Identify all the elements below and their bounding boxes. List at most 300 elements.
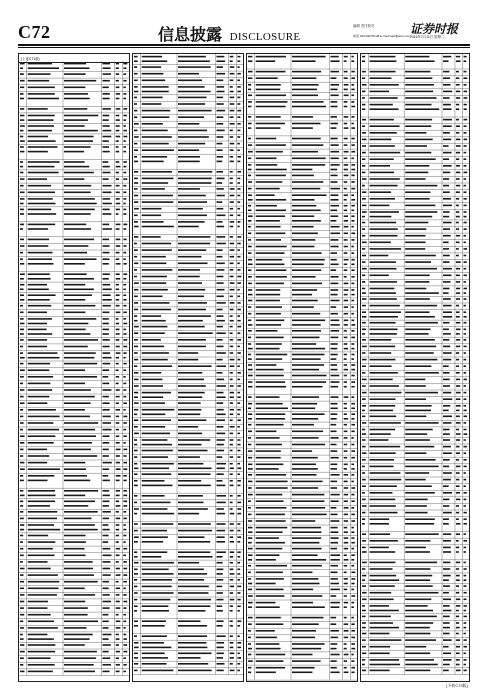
cell-text (64, 245, 88, 247)
cell-text (443, 191, 450, 193)
cell-text (370, 505, 396, 507)
cell-text (256, 672, 276, 674)
cell-text (331, 589, 340, 591)
cell-text (456, 359, 459, 361)
cell-text (142, 536, 168, 538)
cell-text (405, 139, 433, 141)
cell-text (134, 188, 138, 190)
cell-text (370, 60, 397, 62)
cell-text (443, 540, 451, 542)
cell-text (256, 77, 278, 79)
cell-text (351, 481, 353, 483)
cell-text (20, 376, 24, 378)
cell-text (123, 449, 127, 451)
cell-text (464, 512, 467, 514)
cell-text (103, 524, 109, 526)
continued-from-caption: (上接C71版) (19, 54, 129, 63)
cell-text (248, 164, 251, 166)
cell-text (331, 413, 338, 415)
cell-text (351, 239, 354, 241)
cell-text (28, 245, 49, 247)
cell-text (116, 376, 119, 378)
cell-text (134, 116, 137, 118)
cell-text (20, 568, 24, 570)
cell-text (230, 642, 234, 644)
cell-text (237, 463, 240, 465)
cell-text (230, 178, 233, 180)
cell-text (370, 185, 398, 187)
cell-text (116, 627, 121, 629)
cell-text (464, 466, 467, 468)
cell-text (405, 562, 437, 564)
cell-text (64, 568, 93, 570)
cell-text (405, 585, 433, 587)
cell-text (142, 372, 162, 374)
cell-text (256, 474, 286, 476)
cell-text (344, 239, 348, 241)
cell-text (103, 80, 110, 82)
cell-text (256, 164, 278, 166)
cell-text (405, 365, 431, 367)
cell-text (370, 125, 400, 127)
cell-text (370, 222, 397, 224)
cell-text (230, 208, 233, 210)
cell-text (456, 125, 460, 127)
cell-text (464, 533, 467, 535)
cell-text (456, 235, 460, 237)
cell-text (142, 171, 172, 173)
cell-text (217, 188, 224, 190)
cell-text (20, 73, 24, 75)
cell-text (20, 644, 24, 646)
cell-text (456, 452, 460, 454)
cell-text (116, 346, 120, 348)
cell-text (331, 60, 340, 62)
cell-text (344, 672, 349, 674)
cell-text (344, 60, 347, 62)
cell-text (123, 73, 126, 75)
cell-text (20, 383, 23, 385)
cell-text (256, 60, 276, 62)
cell-text (370, 242, 391, 244)
cell-text (351, 408, 355, 410)
cell-text (116, 115, 120, 117)
cell-text (230, 473, 233, 475)
cell-text (256, 531, 283, 533)
cell-text (217, 182, 223, 184)
cell-text (217, 289, 225, 291)
cell-text (248, 324, 252, 326)
cell-text (134, 635, 137, 637)
cell-text (344, 138, 348, 140)
cell-text (443, 410, 449, 412)
cell-text (405, 242, 425, 244)
cell-text (344, 630, 349, 632)
cell-text (20, 634, 23, 636)
cell-text (217, 171, 224, 173)
cell-text (134, 536, 139, 538)
cell-text (351, 606, 354, 608)
cell-text (256, 259, 283, 261)
cell-text (362, 659, 365, 661)
cell-text (464, 585, 467, 587)
cell-text (456, 56, 460, 58)
cell-text (443, 610, 451, 612)
cell-text (456, 439, 460, 441)
cell-text (116, 594, 120, 596)
cell-text (405, 479, 425, 481)
cell-text (248, 444, 251, 446)
cell-text (237, 402, 240, 404)
cell-text (237, 396, 240, 398)
cell-text (362, 479, 366, 481)
cell-text (351, 246, 353, 248)
cell-text (370, 97, 398, 99)
cell-text (103, 529, 110, 531)
cell-text (248, 330, 252, 332)
cell-text (256, 215, 285, 217)
cell-text (237, 586, 241, 588)
cell-text (134, 450, 138, 452)
cell-text (248, 413, 252, 415)
cell-text (362, 275, 365, 277)
cell-text (123, 409, 125, 411)
cell-text (237, 56, 240, 58)
cell-text (103, 442, 110, 444)
cell-text (116, 213, 119, 215)
cell-text (331, 127, 337, 129)
cell-text (256, 324, 281, 326)
cell-text (464, 433, 468, 435)
cell-text (116, 574, 121, 576)
cell-text (134, 541, 138, 543)
cell-text (456, 339, 460, 341)
cell-text (362, 104, 365, 106)
cell-text (116, 468, 121, 470)
cell-text (103, 87, 109, 89)
cell-text (331, 554, 340, 556)
cell-text (331, 660, 337, 662)
cell-text (292, 123, 320, 125)
cell-text (370, 211, 399, 213)
cell-text (248, 95, 252, 97)
cell-text (28, 198, 53, 200)
cell-text (142, 215, 161, 217)
cell-text (331, 572, 338, 574)
cell-text (142, 320, 166, 322)
cell-text (456, 653, 460, 655)
cell-text (370, 646, 391, 648)
cell-text (116, 416, 119, 418)
cell-text (28, 294, 56, 296)
cell-text (456, 372, 460, 374)
cell-text (344, 606, 347, 608)
cell-text (116, 198, 120, 200)
cell-text (230, 276, 234, 278)
cell-text (230, 269, 234, 271)
cell-text (292, 667, 315, 669)
cell-text (370, 298, 397, 300)
cell-text (142, 426, 165, 428)
cell-text (464, 185, 466, 187)
cell-text (351, 269, 354, 271)
cell-text (456, 533, 460, 535)
cell-text (351, 572, 355, 574)
cell-text (28, 146, 58, 148)
cell-text (116, 239, 121, 241)
cell-text (331, 84, 340, 86)
cell-text (331, 71, 339, 73)
cell-text (248, 252, 251, 254)
cell-text (123, 312, 126, 314)
cell-text (20, 435, 25, 437)
cell-text (64, 278, 94, 280)
cell-text (237, 657, 241, 659)
cell-text (217, 586, 223, 588)
cell-text (331, 369, 338, 371)
cell-text (178, 282, 202, 284)
cell-text (344, 264, 348, 266)
cell-text (351, 343, 354, 345)
cell-text (134, 80, 138, 82)
cell-text (20, 389, 24, 391)
cell-text (178, 188, 200, 190)
cell-text (64, 535, 86, 537)
cell-text (178, 586, 209, 588)
cell-text (237, 263, 239, 265)
cell-text (178, 463, 203, 465)
cell-text (370, 670, 390, 672)
cell-text (351, 548, 354, 550)
cell-text (20, 475, 23, 477)
cell-text (456, 485, 460, 487)
cell-text (230, 60, 233, 62)
cell-text (103, 429, 112, 431)
cell-text (178, 402, 201, 404)
cell-text (344, 654, 349, 656)
cell-text (28, 574, 58, 576)
cell-text (64, 151, 84, 153)
cell-text (362, 329, 366, 331)
cell-text (134, 579, 137, 581)
cell-text (405, 191, 430, 193)
cell-text (230, 551, 234, 553)
cell-text (20, 369, 25, 371)
cell-text (464, 359, 467, 361)
cell-text (178, 289, 205, 291)
cell-text (123, 258, 125, 260)
cell-text (443, 158, 449, 160)
cell-text (344, 408, 347, 410)
cell-text (292, 381, 326, 383)
cell-text (248, 127, 251, 129)
cell-text (217, 635, 226, 637)
cell-text (123, 535, 126, 537)
cell-text (28, 627, 58, 629)
cell-text (116, 329, 120, 331)
cell-text (362, 379, 367, 381)
cell-text (103, 651, 109, 653)
cell-text (178, 302, 207, 304)
cell-text (331, 457, 339, 459)
cell-text (116, 671, 120, 673)
cell-text (248, 354, 251, 356)
cell-text (142, 620, 166, 622)
cell-text (331, 324, 340, 326)
cell-text (405, 359, 437, 361)
cell-text (116, 80, 119, 82)
cell-text (178, 123, 199, 125)
cell-text (237, 663, 240, 665)
cell-text (464, 77, 468, 79)
cell-text (362, 446, 366, 448)
cell-text (64, 146, 91, 148)
cell-text (178, 182, 211, 184)
cell-text (134, 605, 138, 607)
header-rule-thick (18, 44, 470, 46)
cell-text (331, 548, 338, 550)
cell-text (370, 288, 395, 290)
cell-text (464, 172, 468, 174)
cell-text (456, 472, 460, 474)
cell-text (230, 86, 233, 88)
cell-text (64, 115, 98, 117)
cell-text (292, 89, 317, 91)
cell-text (142, 562, 174, 564)
cell-text (116, 130, 120, 132)
cell-text (123, 548, 127, 550)
cell-text (362, 108, 365, 110)
cell-text (142, 523, 174, 525)
cell-text (28, 644, 56, 646)
cell-text (443, 523, 449, 525)
cell-text (142, 352, 169, 354)
cell-text (230, 249, 235, 251)
cell-text (230, 495, 233, 497)
cell-text (217, 530, 226, 532)
cell-text (443, 104, 451, 106)
cell-text (28, 333, 53, 335)
cell-text (134, 66, 137, 68)
cell-text (351, 457, 355, 459)
cell-text (370, 605, 390, 607)
cell-text (443, 352, 452, 354)
cell-text (405, 610, 433, 612)
cell-text (142, 502, 171, 504)
cell-text (351, 123, 353, 125)
cell-text (178, 439, 210, 441)
cell-text (64, 541, 86, 543)
cell-text (331, 403, 338, 405)
cell-text (237, 365, 239, 367)
cell-text (405, 56, 429, 58)
cell-text (248, 188, 252, 190)
cell-text (217, 116, 224, 118)
cell-text (134, 379, 139, 381)
cell-text (64, 108, 87, 110)
cell-text (248, 233, 251, 235)
cell-text (344, 343, 348, 345)
cell-text (103, 119, 109, 121)
cell-text (123, 627, 125, 629)
cell-text (142, 60, 167, 62)
cell-text (64, 352, 96, 354)
cell-text (237, 326, 241, 328)
cell-text (351, 375, 354, 377)
cell-text (116, 475, 121, 477)
cell-text (331, 337, 339, 339)
cell-text (28, 172, 59, 174)
cell-text (443, 211, 450, 213)
cell-text (178, 592, 208, 594)
cell-text (351, 330, 354, 332)
cell-text (370, 132, 397, 134)
cell-text (370, 523, 389, 525)
cell-text (292, 595, 322, 597)
cell-text (456, 568, 459, 570)
cell-text (256, 188, 280, 190)
cell-text (331, 527, 338, 529)
cell-text (456, 311, 460, 313)
cell-text (64, 442, 92, 444)
cell-text (344, 474, 348, 476)
cell-text (134, 569, 138, 571)
cell-text (292, 348, 325, 350)
cell-text (116, 568, 120, 570)
cell-text (248, 667, 251, 669)
cell-text (370, 91, 389, 93)
section-title (158, 22, 300, 45)
cell-text (456, 575, 460, 577)
cell-text (331, 116, 337, 118)
cell-text (230, 256, 234, 258)
cell-text (103, 389, 112, 391)
cell-text (64, 621, 98, 623)
cell-text (464, 91, 467, 93)
cell-text (456, 633, 459, 635)
cell-text (64, 130, 98, 132)
cell-text (292, 408, 315, 410)
cell-text (230, 149, 234, 151)
cell-text (464, 398, 467, 400)
cell-text (64, 294, 92, 296)
cell-text (256, 233, 286, 235)
cell-text (134, 485, 138, 487)
cell-text (344, 116, 349, 118)
cell-text (217, 136, 224, 138)
cell-text (237, 569, 240, 571)
cell-text (20, 136, 23, 138)
cell-text (443, 281, 451, 283)
cell-text (20, 541, 23, 543)
cell-text (123, 299, 126, 301)
cell-text (464, 305, 467, 307)
cell-text (64, 136, 94, 138)
cell-text (292, 369, 319, 371)
cell-text (237, 91, 240, 93)
cell-text (20, 198, 25, 200)
cell-text (456, 275, 460, 277)
cell-text (370, 108, 399, 110)
cell-text (103, 93, 110, 95)
cell-text (362, 261, 365, 263)
cell-text (331, 630, 339, 632)
cell-text (362, 222, 365, 224)
cell-text (134, 276, 137, 278)
cell-text (20, 333, 24, 335)
cell-text (103, 294, 111, 296)
cell-text (292, 181, 323, 183)
